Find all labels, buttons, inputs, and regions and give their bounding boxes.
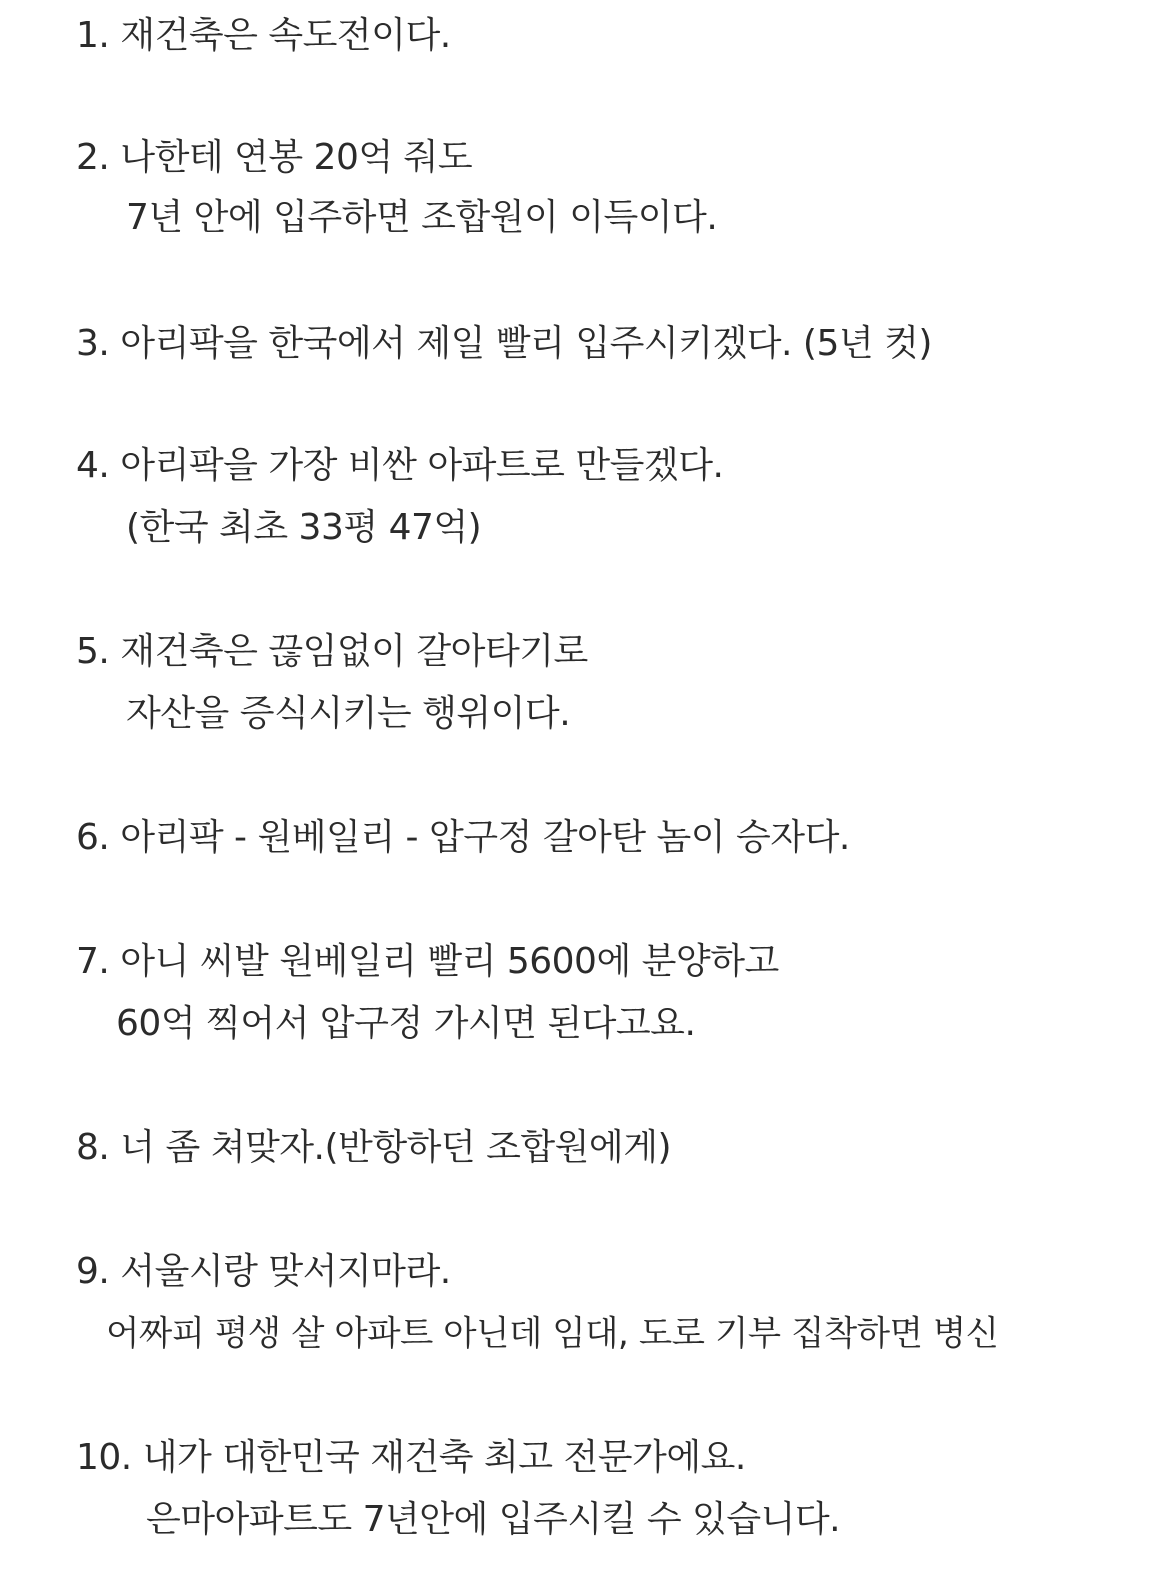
item-7-line-1: 7. 아니 씨발 원베일리 빨리 5600에 분양하고 <box>76 941 779 982</box>
item-5-line-2: 자산을 증식시키는 행위이다. <box>126 693 571 734</box>
item-3-line-1: 3. 아리팍을 한국에서 제일 빨리 입주시키겠다. (5년 컷) <box>76 323 932 364</box>
item-7-line-2: 60억 찍어서 압구정 가시면 된다고요. <box>116 1003 696 1044</box>
item-1-line-1: 1. 재건축은 속도전이다. <box>76 15 451 56</box>
item-5-line-1: 5. 재건축은 끊임없이 갈아타기로 <box>76 631 588 672</box>
item-4-line-2: (한국 최초 33평 47억) <box>126 507 482 548</box>
item-2-line-1: 2. 나한테 연봉 20억 줘도 <box>76 137 473 178</box>
item-2-line-2: 7년 안에 입주하면 조합원이 이득이다. <box>126 197 718 238</box>
item-6-line-1: 6. 아리팍 - 원베일리 - 압구정 갈아탄 놈이 승자다. <box>76 817 850 858</box>
item-10-line-1: 10. 내가 대한민국 재건축 최고 전문가에요. <box>76 1437 746 1478</box>
item-8-line-1: 8. 너 좀 쳐맞자.(반항하던 조합원에게) <box>76 1127 672 1168</box>
item-9-line-2: 어짜피 평생 살 아파트 아닌데 임대, 도로 기부 집착하면 병신 <box>106 1314 999 1354</box>
item-10-line-2: 은마아파트도 7년안에 입주시킬 수 있습니다. <box>146 1499 841 1540</box>
item-9-line-1: 9. 서울시랑 맞서지마라. <box>76 1251 451 1292</box>
item-4-line-1: 4. 아리팍을 가장 비싼 아파트로 만들겠다. <box>76 445 724 486</box>
